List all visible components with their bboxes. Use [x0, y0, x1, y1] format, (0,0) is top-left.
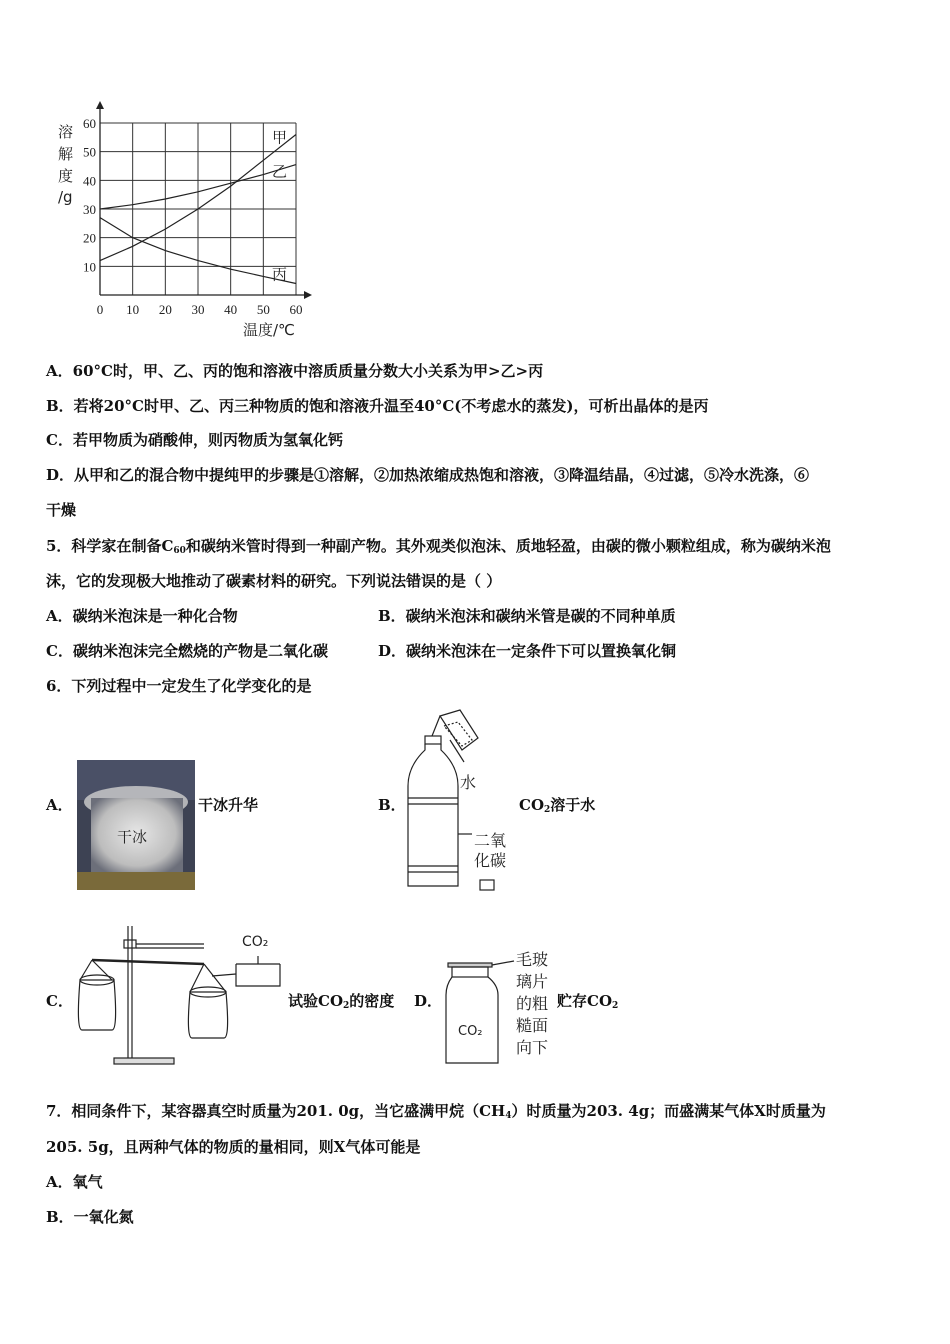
note-char: 毛玻: [516, 950, 549, 969]
q5-option-a: A．碳纳米泡沫是一种化合物: [46, 607, 238, 625]
d-caption-sub: 2: [612, 1001, 619, 1011]
y-label-char: 解: [58, 145, 74, 163]
q7-stem-pre: 7．相同条件下，某容器真空时质量为201. 0g，当它盛满甲烷（CH: [46, 1102, 506, 1120]
q7-option-b: B．一氧化氮: [46, 1208, 134, 1226]
series-label: 乙: [272, 162, 288, 181]
q6-option-a-caption: 干冰升华: [198, 796, 259, 814]
q5-option-b: B．碳纳米泡沫和碳纳米管是碳的不同种单质: [378, 607, 676, 625]
x-axis-arrow: [304, 291, 312, 299]
label-co2-line2: 化碳: [474, 851, 507, 870]
q5-stem-pre: 5．科学家在制备C: [46, 537, 174, 555]
q6-option-c-letter: C．: [46, 992, 73, 1010]
y-label-char: /g: [58, 188, 73, 206]
series-label: 丙: [272, 265, 288, 284]
q6-option-c-caption: [288, 990, 394, 1011]
q7-option-a: A．氧气: [46, 1173, 103, 1191]
label-water: 水: [460, 773, 477, 792]
label-co2-line1: 二氧: [474, 831, 507, 850]
q4-option-d: D．从甲和乙的混合物中提纯甲的步骤是①溶解，②加热浓缩成热饱和溶液，③降温结晶，④过滤，⑤冷水洗涤，⑥: [46, 466, 810, 484]
balance-diagram: [72, 920, 288, 1070]
y-tick-label: 20: [83, 230, 96, 246]
note-char: 糙面: [516, 1016, 549, 1035]
note-char: 的粗: [516, 994, 549, 1013]
y-axis-arrow: [96, 101, 104, 109]
dry-ice-photo: [77, 760, 195, 890]
q7-stem-line2: 205. 5g，且两种气体的物质的量相同，则X气体可能是: [46, 1138, 421, 1156]
q5-stem-line2: 沫，它的发现极大地推动了碳素材料的研究。下列说法错误的是（ ）: [46, 572, 502, 590]
label-co2: CO₂: [242, 934, 269, 950]
x-tick-label: 20: [158, 302, 172, 317]
y-tick-label: 60: [83, 116, 96, 131]
x-axis-label: 温度/℃: [243, 321, 295, 339]
frosted-glass-note: [516, 950, 548, 1057]
q5-stem-line1: [46, 535, 831, 556]
co2-bottle-diagram: [400, 706, 520, 900]
note-char: 璃片: [516, 972, 549, 991]
q6-option-a-letter: A．: [46, 796, 73, 814]
y-axis-label: [58, 123, 73, 206]
q6-option-d-letter: D．: [414, 992, 443, 1010]
b-caption-pre: CO: [519, 796, 545, 814]
q5-stem-sub: 60: [173, 546, 186, 556]
c-caption-sub: 2: [343, 1001, 350, 1011]
q4-option-b: B．若将20°C时甲、乙、丙三种物质的饱和溶液升温至40°C(不考虑水的蒸发)，可析出晶体的是丙: [46, 397, 709, 415]
q6-option-b-letter: B．: [378, 796, 406, 814]
q4-option-a: A．60°C时，甲、乙、丙的饱和溶液中溶质质量分数大小关系为甲>乙>丙: [46, 362, 544, 380]
bottle-co2-label: CO₂: [458, 1024, 483, 1039]
q5-stem-post: 和碳纳米管时得到一种副产物。其外观类似泡沫、质地轻盈，由碳的微小颗粒组成，称为碳纳米泡: [185, 537, 831, 555]
note-char: 向下: [516, 1038, 549, 1057]
y-label-char: 溶: [58, 123, 74, 141]
q7-stem-sub: 4: [505, 1111, 512, 1121]
dry-ice-label: 干冰: [117, 828, 148, 846]
y-tick-label: 40: [83, 173, 96, 189]
series-label: 甲: [272, 128, 288, 147]
chart-ticks: [83, 116, 303, 317]
x-tick-label: 0: [96, 302, 104, 317]
q7-stem-post: ）时质量为203. 4g；而盛满某气体X时质量为: [511, 1102, 826, 1120]
q5-option-c: C．碳纳米泡沫完全燃烧的产物是二氧化碳: [46, 642, 328, 660]
q5-option-d: D．碳纳米泡沫在一定条件下可以置换氧化铜: [378, 642, 677, 660]
y-label-char: 度: [58, 167, 74, 185]
y-tick-label: 50: [83, 144, 96, 160]
x-tick-label: 60: [289, 302, 303, 317]
q6-option-d-caption: [557, 990, 618, 1011]
q4-option-c: C．若甲物质为硝酸伸，则丙物质为氢氧化钙: [46, 431, 343, 449]
d-caption-pre: 贮存CO: [557, 992, 613, 1010]
b-caption-sub: 2: [544, 805, 551, 815]
x-tick-label: 30: [191, 302, 205, 317]
q6-option-b-caption: [519, 794, 595, 815]
x-tick-label: 10: [126, 302, 140, 317]
c-caption-pre: 试验CO: [288, 992, 344, 1010]
y-tick-label: 10: [83, 259, 96, 275]
q7-stem-line1: [46, 1100, 826, 1121]
x-tick-label: 40: [224, 302, 238, 317]
solubility-chart: [50, 95, 330, 345]
b-caption-post: 溶于水: [550, 796, 596, 814]
y-tick-label: 30: [83, 202, 96, 217]
x-tick-label: 50: [256, 302, 270, 317]
q4-option-d-cont: 干燥: [46, 501, 77, 519]
c-caption-post: 的密度: [349, 992, 395, 1010]
q6-stem: 6．下列过程中一定发生了化学变化的是: [46, 677, 312, 695]
gas-bottle-diagram: [440, 945, 555, 1070]
